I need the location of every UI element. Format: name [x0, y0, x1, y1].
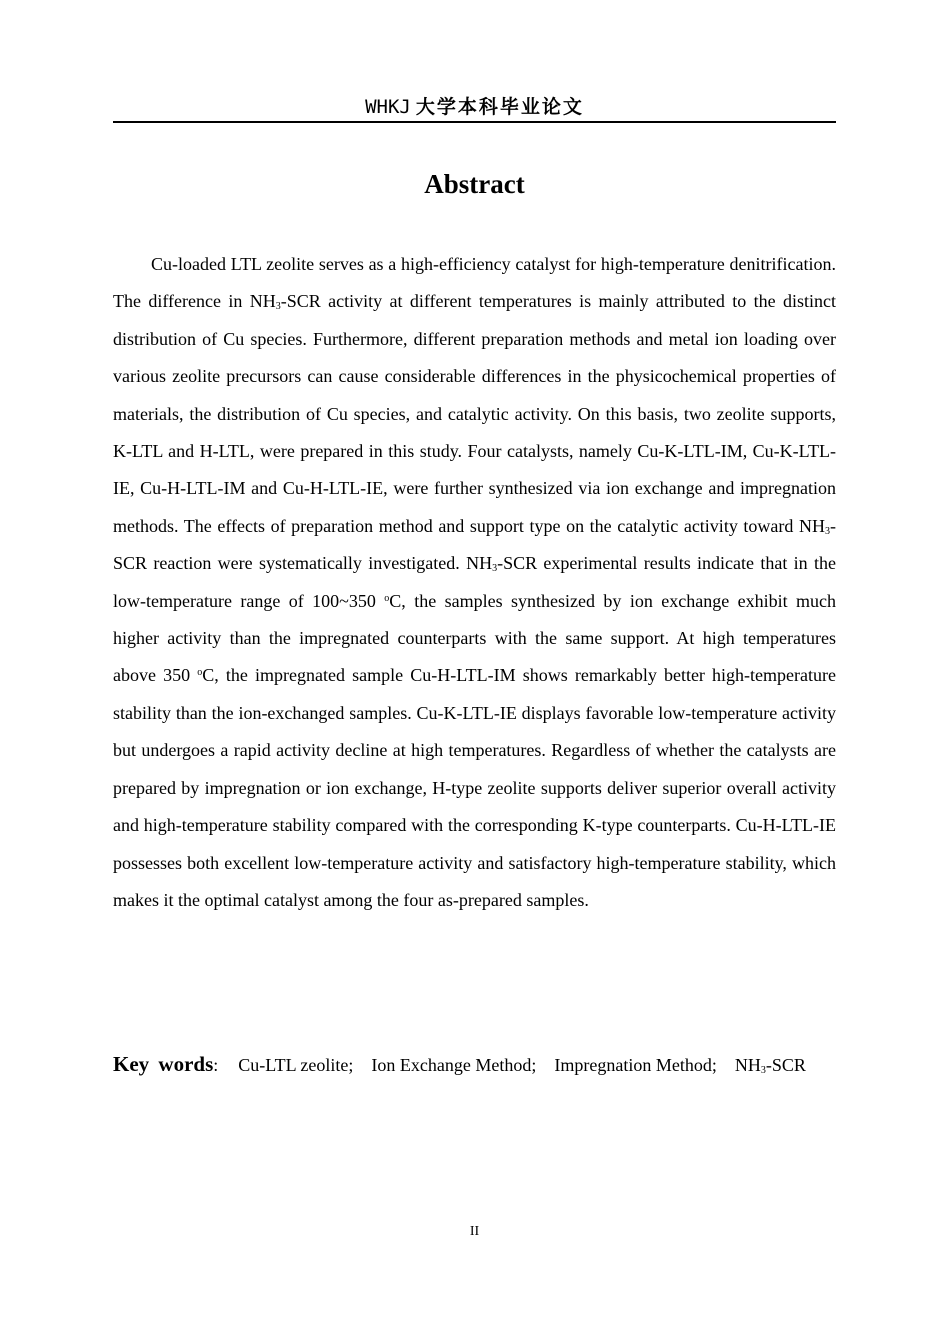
header-cjk-text: 大学本科毕业论文 — [415, 96, 584, 118]
abstract-text-6: C, the impregnated sample Cu-H-LTL-IM shows remarkably better high-temperature stability than the ion-exchanged samples. Cu-K-LTL-IE displays favorable low-temperature activity but undergoes a rapid activity decline at high temperatures. Regardless of whether the catalysts are prepared by impregnation or ion exchange, H-type zeolite supports deliver superior overall activity and high-temperature stability compared with the corresponding K-type counterparts. Cu-H-LTL-IE possesses both excellent low-temperature activity and satisfactory high-temperature stability, which makes it the optimal catalyst among the four as-prepared samples. — [113, 665, 837, 910]
subscript-3: 3 — [275, 301, 281, 313]
abstract-paragraph — [113, 246, 836, 919]
header-latin-text: WHKJ — [365, 96, 411, 118]
abstract-text-3: -SCR reaction were systematically investigated. NH — [113, 515, 836, 574]
page-number: II — [469, 1224, 480, 1239]
keyword-item: Ion Exchange Method; — [371, 1055, 537, 1075]
keywords-colon: : — [213, 1055, 219, 1075]
abstract-text-5: C, the samples synthesized by ion exchange exhibit much higher activity than the impregnated counterparts with the same support. At high temperatures above 350 — [113, 590, 836, 686]
degree-mark: o — [384, 592, 390, 604]
abstract-text-1: Cu-loaded LTL zeolite serves as a high-efficiency catalyst for high-temperature denitrification. The difference in NH — [113, 254, 836, 312]
keywords-label: Key words — [113, 1052, 214, 1076]
keyword-item-tail: -SCR — [765, 1055, 806, 1075]
keyword-item: NH — [734, 1055, 761, 1075]
subscript-3: 3 — [825, 525, 830, 537]
page-header — [113, 93, 836, 123]
keywords-section — [113, 1040, 818, 1090]
abstract-text-2: -SCR activity at different temperatures is mainly attributed to the distinct distribution of Cu species. Furthermore, different preparation methods and metal ion loading over various zeolite precursors can cause considerable differences in the physicochemical properties of materials, the distribution of Cu species, and catalytic activity. On this basis, two zeolite supports, K-LTL and H-LTL, were prepared in this study. Four catalysts, namely Cu-K-LTL-IM, Cu-K-LTL-IE, Cu-H-LTL-IM and Cu-H-LTL-IE, were further synthesized via ion exchange and impregnation methods. The effects of preparation method and support type on the catalytic activity toward NH — [113, 291, 836, 536]
subscript-3: 3 — [492, 563, 498, 575]
keyword-item: Impregnation Method; — [554, 1055, 717, 1075]
page-title: Abstract — [424, 169, 525, 199]
degree-mark: o — [197, 667, 203, 679]
abstract-text-4: -SCR experimental results indicate that in the low-temperature range of 100~350 — [113, 553, 837, 611]
subscript-3: 3 — [760, 1065, 766, 1076]
keyword-item: Cu-LTL zeolite; — [238, 1055, 354, 1075]
